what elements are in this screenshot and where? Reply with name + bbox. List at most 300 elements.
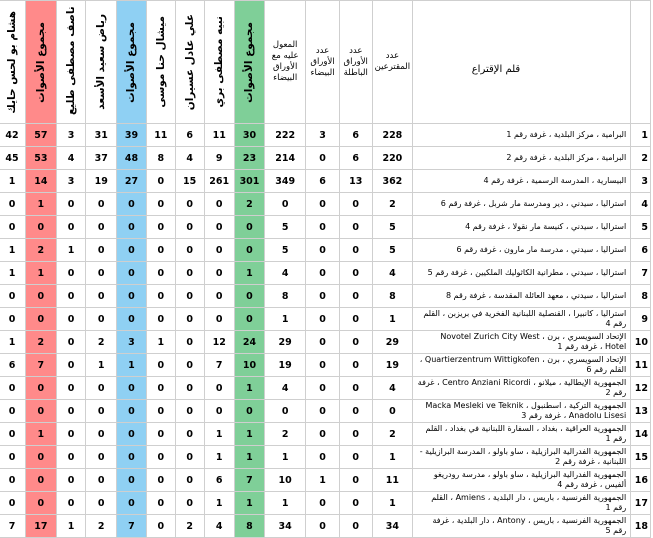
table-cell[interactable]: 0 [306,262,340,285]
table-cell[interactable]: 1 [26,423,57,446]
table-cell[interactable]: 0 [234,216,264,239]
table-cell[interactable]: 1 [234,446,264,469]
table-cell[interactable]: 0 [175,308,204,331]
table-cell[interactable]: 0 [339,377,372,400]
table-cell[interactable]: 0 [86,446,117,469]
table-row [0,400,651,423]
table-cell[interactable]: 7 [234,469,264,492]
table-cell[interactable]: 261 [204,170,234,193]
table-cell[interactable]: 0 [0,193,26,216]
table-cell[interactable]: 0 [26,446,57,469]
table-cell[interactable]: 0 [117,216,147,239]
table-cell[interactable]: 0 [339,216,372,239]
table-cell[interactable]: 1 [56,239,86,262]
table-row [0,216,651,239]
table-cell[interactable]: 0 [86,400,117,423]
table-cell[interactable]: 0 [26,377,57,400]
table-cell[interactable]: 24 [234,331,264,354]
table-cell[interactable]: 0 [117,308,147,331]
table-row [0,515,651,538]
table-cell[interactable]: 0 [146,285,175,308]
table-cell[interactable]: 8 [372,285,413,308]
row-index[interactable]: 10 [631,331,651,354]
table-cell[interactable]: 2 [26,331,57,354]
table-cell[interactable]: 0 [265,193,306,216]
table-cell[interactable]: 0 [306,446,340,469]
row-index[interactable]: 15 [631,446,651,469]
table-row [0,446,651,469]
table-cell[interactable]: 6 [0,354,26,377]
table-cell[interactable]: 1 [372,446,413,469]
table-cell[interactable]: 0 [306,377,340,400]
table-cell[interactable]: 1 [204,423,234,446]
table-row [0,492,651,515]
table-cell[interactable]: 0 [175,423,204,446]
table-cell[interactable]: 1 [0,170,26,193]
table-cell[interactable]: 349 [265,170,306,193]
header-invalid-ballots[interactable]: عدد الأوراق الباطلة [339,1,372,124]
table-cell[interactable]: 7 [0,515,26,538]
table-cell[interactable]: 0 [306,147,340,170]
table-cell[interactable]: 0 [86,423,117,446]
table-cell[interactable]: 0 [146,216,175,239]
table-cell[interactable]: 23 [234,147,264,170]
table-cell[interactable]: 0 [86,285,117,308]
polling-station-name[interactable]: الجمهورية العراقية ، بغداد ، السفارة اللبنانية في بغداد ، القلم رقم 1 [413,423,631,446]
table-cell[interactable]: 8 [265,285,306,308]
polling-station-name[interactable]: الجمهورية الفرنسية ، باريس ، دار البلدية ، Amiens ، القلم رقم 1 [413,492,631,515]
header-valid-with-blank[interactable]: المعول عليه مع الأوراق البيضاء [265,1,306,124]
table-cell[interactable]: 7 [204,354,234,377]
table-cell[interactable]: 2 [26,239,57,262]
table-cell[interactable]: 0 [339,193,372,216]
table-cell[interactable]: 0 [339,354,372,377]
header-total-list-b[interactable]: مجموع الأصوات [117,1,147,124]
table-row [0,124,651,147]
table-cell[interactable]: 19 [86,170,117,193]
table-cell[interactable]: 39 [117,124,147,147]
polling-station-name[interactable]: الجمهورية الإيطالية ، ميلانو ، Centro Anziani Ricordi ، غرفة رقم 2 [413,377,631,400]
table-cell[interactable]: 0 [306,331,340,354]
table-cell[interactable]: 0 [146,492,175,515]
table-cell[interactable]: 0 [86,262,117,285]
table-cell[interactable]: 0 [339,239,372,262]
table-cell[interactable]: 0 [56,331,86,354]
table-cell[interactable]: 0 [234,285,264,308]
table-cell[interactable]: 12 [204,331,234,354]
table-cell[interactable]: 0 [306,400,340,423]
header-candidate-nasef[interactable]: ناصف مصطفى طليع [56,1,86,124]
table-cell[interactable]: 0 [26,285,57,308]
polling-station-name[interactable]: استراليا ، سيدني ، مدرسة مار مارون ، غرفة رقم 6 [413,239,631,262]
table-cell[interactable]: 0 [146,446,175,469]
table-cell[interactable]: 0 [146,170,175,193]
table-cell[interactable]: 0 [175,354,204,377]
row-index[interactable]: 8 [631,285,651,308]
table-cell[interactable]: 0 [0,492,26,515]
table-cell[interactable]: 1 [265,308,306,331]
row-index[interactable]: 14 [631,423,651,446]
table-cell[interactable]: 48 [117,147,147,170]
header-total-list-a[interactable]: مجموع الأصوات [26,1,57,124]
table-cell[interactable]: 3 [306,124,340,147]
table-cell[interactable]: 0 [146,515,175,538]
table-cell[interactable]: 0 [0,377,26,400]
table-cell[interactable]: 0 [146,239,175,262]
table-cell[interactable]: 29 [265,331,306,354]
header-blank-ballots[interactable]: عدد الأوراق البيضاء [306,1,340,124]
table-cell[interactable]: 2 [372,193,413,216]
table-cell[interactable]: 0 [56,308,86,331]
table-row [0,423,651,446]
table-cell[interactable]: 0 [56,492,86,515]
table-cell[interactable]: 4 [265,377,306,400]
header-candidate-michel[interactable]: ميشال حنا موسى [146,1,175,124]
table-cell[interactable]: 1 [372,492,413,515]
table-cell[interactable]: 9 [204,147,234,170]
table-cell[interactable]: 0 [204,285,234,308]
table-cell[interactable]: 0 [117,492,147,515]
table-cell[interactable]: 0 [204,193,234,216]
table-cell[interactable]: 2 [234,193,264,216]
table-cell[interactable]: 0 [56,469,86,492]
table-cell[interactable]: 0 [339,469,372,492]
table-cell[interactable]: 0 [146,308,175,331]
table-row [0,469,651,492]
table-cell[interactable]: 0 [175,446,204,469]
table-cell[interactable]: 2 [372,423,413,446]
table-cell[interactable]: 0 [306,216,340,239]
table-cell[interactable]: 1 [0,239,26,262]
table-cell[interactable]: 0 [146,262,175,285]
table-cell[interactable]: 34 [372,515,413,538]
table-cell[interactable]: 301 [234,170,264,193]
table-cell[interactable]: 1 [86,354,117,377]
table-cell[interactable]: 29 [372,331,413,354]
polling-station-name[interactable]: الجمهورية التركية ، اسطنبول ، Macka Mesleki ve Teknik Anadolu Lisesi ، غرفة رقم 3 [413,400,631,423]
table-cell[interactable]: 2 [265,423,306,446]
table-cell[interactable]: 228 [372,124,413,147]
table-cell[interactable]: 57 [26,124,57,147]
table-cell[interactable]: 4 [265,262,306,285]
table-cell[interactable]: 0 [339,492,372,515]
table-cell[interactable]: 4 [56,147,86,170]
table-cell[interactable]: 0 [86,469,117,492]
polling-station-name[interactable]: استراليا ، سيدني ، دير ومدرسة مار شربل ، غرفة رقم 6 [413,193,631,216]
row-index[interactable]: 11 [631,354,651,377]
table-cell[interactable]: 10 [265,469,306,492]
table-cell[interactable]: 6 [204,469,234,492]
table-cell[interactable]: 53 [26,147,57,170]
table-cell[interactable]: 19 [372,354,413,377]
table-cell[interactable]: 0 [175,469,204,492]
table-cell[interactable]: 0 [56,423,86,446]
table-cell[interactable]: 0 [204,377,234,400]
table-cell[interactable]: 1 [234,492,264,515]
table-cell[interactable]: 0 [0,423,26,446]
header-voters-count[interactable]: عدد المقترعين [372,1,413,124]
table-cell[interactable]: 214 [265,147,306,170]
header-candidate-nabih[interactable]: نبيه مصطفى بري [204,1,234,124]
polling-station-name[interactable]: الجمهورية الفدرالية البرازيلية ، ساو باولو ، مدرسة رودريغو ألفيس ، غرفة رقم 4 [413,469,631,492]
row-index[interactable]: 12 [631,377,651,400]
header-candidate-hisham[interactable]: هشام بو لحس حايك [0,1,26,124]
table-row [0,308,651,331]
table-cell[interactable]: 10 [234,354,264,377]
table-cell[interactable]: 0 [339,262,372,285]
table-cell[interactable]: 0 [26,216,57,239]
table-cell[interactable]: 0 [234,308,264,331]
table-cell[interactable]: 3 [117,331,147,354]
table-cell[interactable]: 13 [339,170,372,193]
table-cell[interactable]: 11 [204,124,234,147]
table-cell[interactable]: 0 [117,469,147,492]
table-cell[interactable]: 1 [117,354,147,377]
table-cell[interactable]: 0 [0,285,26,308]
table-cell[interactable]: 0 [306,308,340,331]
table-cell[interactable]: 0 [339,423,372,446]
table-cell[interactable]: 37 [86,147,117,170]
table-cell[interactable]: 0 [339,515,372,538]
table-cell[interactable]: 0 [146,469,175,492]
table-cell[interactable]: 0 [175,331,204,354]
row-index[interactable]: 13 [631,400,651,423]
table-cell[interactable]: 4 [372,377,413,400]
table-cell[interactable]: 5 [265,239,306,262]
table-cell[interactable]: 0 [175,262,204,285]
table-cell[interactable]: 1 [265,446,306,469]
table-cell[interactable]: 6 [306,170,340,193]
table-cell[interactable]: 1 [265,492,306,515]
table-cell[interactable]: 7 [26,354,57,377]
polling-station-name[interactable]: استراليا ، سيدني ، كنيسة مار نقولا ، غرفة رقم 4 [413,216,631,239]
table-cell[interactable]: 0 [117,285,147,308]
table-cell[interactable]: 0 [204,400,234,423]
table-cell[interactable]: 0 [117,193,147,216]
table-cell[interactable]: 0 [234,400,264,423]
table-cell[interactable]: 0 [26,469,57,492]
table-cell[interactable]: 7 [117,515,147,538]
table-cell[interactable]: 3 [56,170,86,193]
table-cell[interactable]: 0 [175,377,204,400]
table-cell[interactable]: 0 [175,285,204,308]
table-cell[interactable]: 27 [117,170,147,193]
table-cell[interactable]: 0 [339,308,372,331]
table-cell[interactable]: 1 [234,262,264,285]
table-cell[interactable]: 42 [0,124,26,147]
table-cell[interactable]: 45 [0,147,26,170]
table-cell[interactable]: 34 [265,515,306,538]
table-cell[interactable]: 0 [146,193,175,216]
table-cell[interactable]: 1 [234,377,264,400]
table-cell[interactable]: 222 [265,124,306,147]
row-index[interactable]: 1 [631,124,651,147]
row-index[interactable]: 16 [631,469,651,492]
header-polling-station[interactable]: قلم الإقتراع [413,1,631,124]
table-cell[interactable]: 0 [86,377,117,400]
table-row [0,377,651,400]
table-cell[interactable]: 0 [56,216,86,239]
table-cell[interactable]: 0 [306,239,340,262]
table-cell[interactable]: 0 [56,400,86,423]
table-cell[interactable]: 0 [86,239,117,262]
header-candidate-ali[interactable]: علي عادل عسيران [175,1,204,124]
table-cell[interactable]: 6 [339,147,372,170]
table-cell[interactable]: 4 [372,262,413,285]
table-cell[interactable]: 31 [86,124,117,147]
header-candidate-riad[interactable]: رياض سعيد الأسعد [86,1,117,124]
table-cell[interactable]: 0 [26,400,57,423]
table-cell[interactable]: 6 [175,124,204,147]
table-cell[interactable]: 0 [175,239,204,262]
table-cell[interactable]: 0 [175,216,204,239]
table-cell[interactable]: 2 [86,331,117,354]
table-cell[interactable]: 30 [234,124,264,147]
polling-station-name[interactable]: البرامية ، مركز البلدية ، غرفة رقم 1 [413,124,631,147]
header-total-list-c[interactable]: مجموع الأصوات [234,1,264,124]
polling-station-name[interactable]: استراليا ، سيدني ، معهد العائلة المقدسة ، غرفة رقم 8 [413,285,631,308]
table-cell[interactable]: 1 [26,193,57,216]
table-cell[interactable]: 4 [204,515,234,538]
polling-station-name[interactable]: البيسارية ، المدرسة الرسمية ، غرفة رقم 4 [413,170,631,193]
table-cell[interactable]: 0 [175,193,204,216]
table-cell[interactable]: 0 [86,492,117,515]
table-cell[interactable]: 15 [175,170,204,193]
polling-station-name[interactable]: الجمهورية الفرنسية ، باريس ، Antony ، دار البلدية ، غرفة رقم 5 [413,515,631,538]
header-index[interactable] [631,1,651,124]
row-index[interactable]: 7 [631,262,651,285]
header-row [0,1,651,124]
row-index[interactable]: 3 [631,170,651,193]
table-cell[interactable]: 0 [306,515,340,538]
table-cell[interactable]: 0 [56,354,86,377]
table-cell[interactable]: 1 [372,308,413,331]
table-cell[interactable]: 0 [204,216,234,239]
table-cell[interactable]: 0 [86,193,117,216]
table-row [0,147,651,170]
table-cell[interactable]: 0 [204,239,234,262]
table-cell[interactable]: 17 [26,515,57,538]
table-cell[interactable]: 0 [56,262,86,285]
table-cell[interactable]: 0 [86,216,117,239]
table-cell[interactable]: 8 [234,515,264,538]
table-cell[interactable]: 0 [306,354,340,377]
table-cell[interactable]: 0 [26,492,57,515]
table-cell[interactable]: 11 [146,124,175,147]
table-cell[interactable]: 0 [117,377,147,400]
table-cell[interactable]: 11 [372,469,413,492]
table-cell[interactable]: 0 [0,400,26,423]
table-cell[interactable]: 2 [175,515,204,538]
table-cell[interactable]: 14 [26,170,57,193]
table-cell[interactable]: 0 [339,446,372,469]
table-cell[interactable]: 0 [146,354,175,377]
table-row [0,285,651,308]
table-cell[interactable]: 1 [0,331,26,354]
table-cell[interactable]: 220 [372,147,413,170]
table-cell[interactable]: 1 [234,423,264,446]
table-cell[interactable]: 0 [306,423,340,446]
table-cell[interactable]: 0 [146,423,175,446]
table-cell[interactable]: 0 [0,469,26,492]
table-cell[interactable]: 0 [204,308,234,331]
polling-station-name[interactable]: استراليا ، سيدني ، مطرانية الكاثوليك الملكيين ، غرفة رقم 5 [413,262,631,285]
table-cell[interactable]: 0 [204,262,234,285]
polling-station-name[interactable]: البرامية ، مركز البلدية ، غرفة رقم 2 [413,147,631,170]
table-cell[interactable]: 0 [175,492,204,515]
table-cell[interactable]: 0 [306,492,340,515]
table-cell[interactable]: 0 [86,308,117,331]
table-cell[interactable]: 0 [56,377,86,400]
table-cell[interactable]: 0 [146,377,175,400]
table-cell[interactable]: 3 [56,124,86,147]
table-row [0,262,651,285]
table-cell[interactable]: 1 [204,492,234,515]
table-cell[interactable]: 4 [175,147,204,170]
table-cell[interactable]: 1 [56,515,86,538]
table-cell[interactable]: 0 [26,308,57,331]
table-cell[interactable]: 0 [117,262,147,285]
table-cell[interactable]: 5 [372,216,413,239]
table-cell[interactable]: 0 [117,446,147,469]
table-cell[interactable]: 0 [0,446,26,469]
row-index[interactable]: 2 [631,147,651,170]
table-cell[interactable]: 0 [372,400,413,423]
table-cell[interactable]: 0 [339,400,372,423]
table-cell[interactable]: 0 [56,193,86,216]
row-index[interactable]: 18 [631,515,651,538]
table-cell[interactable]: 1 [0,262,26,285]
row-index[interactable]: 9 [631,308,651,331]
row-index[interactable]: 4 [631,193,651,216]
table-cell[interactable]: 1 [146,331,175,354]
table-cell[interactable]: 0 [265,400,306,423]
polling-station-name[interactable]: الإتحاد السويسري ، برن ، Novotel Zurich City West Hotel ، غرفة رقم 1 [413,331,631,354]
table-cell[interactable]: 0 [146,400,175,423]
table-cell[interactable]: 0 [117,400,147,423]
table-cell[interactable]: 1 [306,469,340,492]
table-cell[interactable]: 0 [234,239,264,262]
table-cell[interactable]: 0 [56,446,86,469]
table-cell[interactable]: 0 [117,423,147,446]
polling-station-name[interactable]: الإتحاد السويسري ، برن ، Quartierzentrum Wittigkofen ، القلم رقم 6 [413,354,631,377]
table-cell[interactable]: 0 [339,331,372,354]
row-index[interactable]: 5 [631,216,651,239]
table-cell[interactable]: 362 [372,170,413,193]
table-cell[interactable]: 0 [0,216,26,239]
table-cell[interactable]: 0 [306,193,340,216]
table-cell[interactable]: 0 [339,285,372,308]
table-cell[interactable]: 0 [56,285,86,308]
table-cell[interactable]: 2 [86,515,117,538]
table-cell[interactable]: 1 [26,262,57,285]
table-cell[interactable]: 0 [175,400,204,423]
table-cell[interactable]: 5 [265,216,306,239]
row-index[interactable]: 6 [631,239,651,262]
table-cell[interactable]: 0 [117,239,147,262]
table-cell[interactable]: 5 [372,239,413,262]
row-index[interactable]: 17 [631,492,651,515]
polling-station-name[interactable]: استراليا ، كانبيرا ، القنصلية اللبنانية الفخرية في بريزبن ، القلم رقم 4 [413,308,631,331]
table-cell[interactable]: 0 [306,285,340,308]
table-cell[interactable]: 0 [0,308,26,331]
table-cell[interactable]: 1 [204,446,234,469]
polling-station-name[interactable]: الجمهورية الفدرالية البرازيلية ، ساو باولو ، المدرسة البرازيلية - اللبنانية ، غرفة رقم 2 [413,446,631,469]
table-row [0,170,651,193]
table-cell[interactable]: 6 [339,124,372,147]
table-cell[interactable]: 19 [265,354,306,377]
table-cell[interactable]: 8 [146,147,175,170]
